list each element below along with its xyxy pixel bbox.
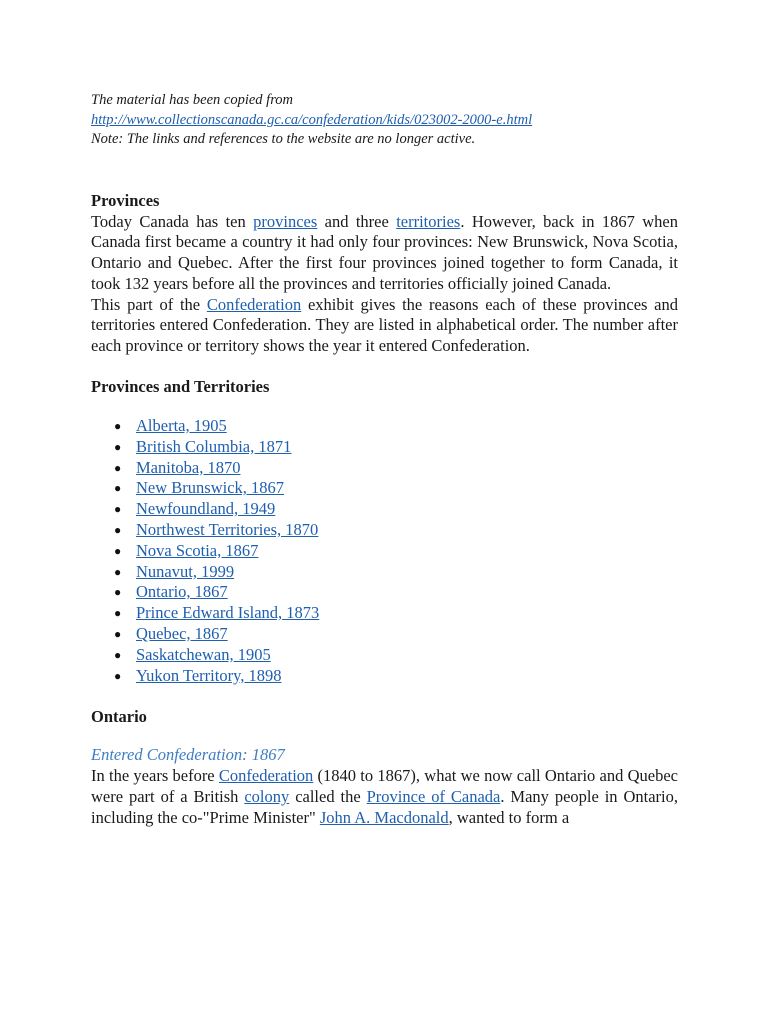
list-item <box>91 437 678 458</box>
bullet-icon: ● <box>114 439 122 454</box>
confederation-link[interactable]: Confederation <box>218 766 314 786</box>
list-item <box>91 499 678 520</box>
bullet-icon: ● <box>114 502 122 517</box>
bullet-icon: ● <box>114 668 122 683</box>
text-run: This part of the <box>91 294 207 314</box>
list-item <box>91 582 678 603</box>
list-item-link[interactable]: Ontario, 1867 <box>136 582 228 602</box>
list-item <box>91 541 678 562</box>
list-item-link[interactable]: Nova Scotia, 1867 <box>136 540 259 560</box>
source-disclaimer: Note: The links and references to the website are no longer active. <box>91 131 476 147</box>
list-item-link[interactable]: Yukon Territory, 1898 <box>136 665 282 685</box>
text-run: called the <box>289 787 367 807</box>
entered-confederation-subheading: Entered Confederation: 1867 <box>91 745 285 765</box>
list-item-link[interactable]: New Brunswick, 1867 <box>136 478 285 498</box>
list-item-link[interactable]: British Columbia, 1871 <box>136 436 292 456</box>
list-item-link[interactable]: Prince Edward Island, 1873 <box>136 603 320 623</box>
province-of-canada-link[interactable]: Province of Canada <box>366 787 501 807</box>
list-item-link[interactable]: Saskatchewan, 1905 <box>136 644 271 664</box>
list-item <box>91 645 678 666</box>
bullet-icon: ● <box>114 627 122 642</box>
ontario-paragraph <box>91 766 678 828</box>
source-intro: The material has been copied from <box>91 92 294 108</box>
bullet-icon: ● <box>114 419 122 434</box>
list-item-link[interactable]: Newfoundland, 1949 <box>136 499 276 519</box>
colony-link[interactable]: colony <box>244 787 290 807</box>
text-run: Today Canada has ten <box>91 211 254 231</box>
list-item <box>91 458 678 479</box>
john-a-macdonald-link[interactable]: John A. Macdonald <box>319 808 449 828</box>
bullet-icon: ● <box>114 460 122 475</box>
provinces-territories-list <box>91 416 678 686</box>
bullet-icon: ● <box>114 564 122 579</box>
confederation-link[interactable]: Confederation <box>206 294 302 314</box>
list-item-link[interactable]: Northwest Territories, 1870 <box>136 520 319 540</box>
exhibit-paragraph <box>91 295 678 357</box>
territories-link[interactable]: territories <box>396 211 461 231</box>
text-run: In the years before <box>91 766 219 786</box>
text-run: , wanted to form a <box>448 808 570 828</box>
text-run: exhibit gives the reasons each of these provinces and territories entered Confederation. They are listed in alphabetical order. The number after each province or territory shows the year it entered Confederation. <box>91 294 678 356</box>
provinces-link[interactable]: provinces <box>253 211 318 231</box>
source-note <box>91 91 678 150</box>
list-item <box>91 624 678 645</box>
bullet-icon: ● <box>114 606 122 621</box>
list-item <box>91 666 678 687</box>
bullet-icon: ● <box>114 585 122 600</box>
bullet-icon: ● <box>114 543 122 558</box>
ontario-heading: Ontario <box>91 707 147 727</box>
list-item <box>91 520 678 541</box>
text-run: . However, back in 1867 when Canada first became a country it had only four provinces: New Brunswick, Nova Scotia, Ontario and Quebec. After the first four provinces joined together to form Canada, it took 132 years before all the provinces and territories officially joined Canada. <box>91 211 678 293</box>
list-item <box>91 562 678 583</box>
text-run: and three <box>317 211 397 231</box>
list-item <box>91 603 678 624</box>
provinces-territories-heading: Provinces and Territories <box>91 377 270 397</box>
list-item-link[interactable]: Nunavut, 1999 <box>136 561 235 581</box>
bullet-icon: ● <box>114 481 122 496</box>
list-item <box>91 478 678 499</box>
bullet-icon: ● <box>114 647 122 662</box>
bullet-icon: ● <box>114 523 122 538</box>
text-run: (1840 to 1867), what we now call Ontario and Quebec were part of a British <box>91 766 679 807</box>
list-item-link[interactable]: Quebec, 1867 <box>136 624 228 644</box>
text-run: . Many people in Ontario, including the co-"Prime Minister" <box>91 787 679 828</box>
source-url-link[interactable]: http://www.collectionscanada.gc.ca/confederation/kids/023002-2000-e.html <box>91 111 533 128</box>
list-item-link[interactable]: Manitoba, 1870 <box>136 457 241 477</box>
provinces-paragraph <box>91 212 678 295</box>
list-item <box>91 416 678 437</box>
provinces-heading: Provinces <box>91 190 160 210</box>
list-item-link[interactable]: Alberta, 1905 <box>136 416 227 436</box>
